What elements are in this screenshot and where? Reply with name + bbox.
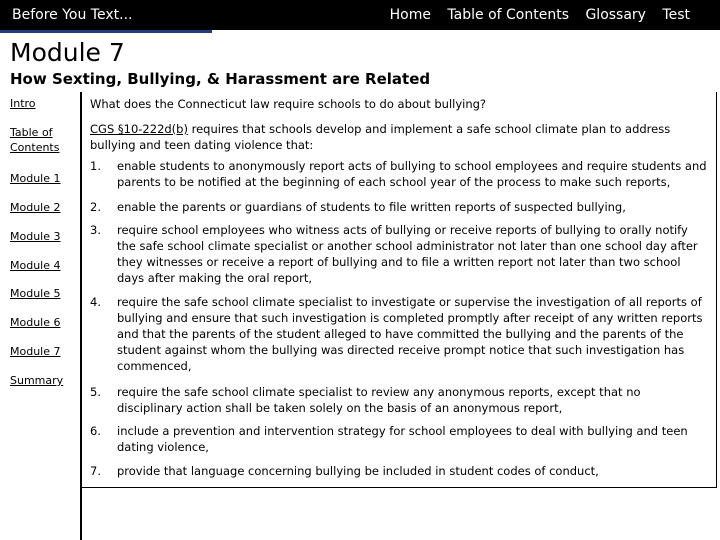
content-frame-right [716,92,717,488]
list-text: include a prevention and intervention strategy for school employees to deal with bullying and teen dating violence, [117,424,688,454]
list-number: 4. [90,295,101,309]
sidebar-item-module-6[interactable]: Module 6 [10,316,61,329]
list-text: require the safe school climate specialist to review any anonymous reports, except that no disciplinary action shall be taken solely on the basis of an anonymous report, [117,385,641,415]
list-number: 3. [90,223,101,237]
page-title: Module 7 [10,38,125,67]
list-number: 5. [90,385,101,399]
sidebar-item-module-5[interactable]: Module 5 [10,287,61,300]
list-number: 1. [90,159,101,173]
sidebar-item-module-2[interactable]: Module 2 [10,201,61,214]
list-text: enable the parents or guardians of students to file written reports of suspected bullying, [117,200,626,214]
list-number: 6. [90,424,101,438]
list-number: 2. [90,200,101,214]
sidebar-item-module-7[interactable]: Module 7 [10,345,61,358]
nav-glossary-link[interactable]: Glossary [585,7,646,23]
sidebar-item-table-of-contents[interactable]: Table of Contents [10,126,60,154]
top-bar [0,0,720,30]
intro-text: requires that schools develop and implement a safe school climate plan to address bullying and teen dating violence that: [90,122,671,152]
sidebar-item-module-3[interactable]: Module 3 [10,230,61,243]
sidebar-item-intro[interactable]: Intro [10,97,36,110]
list-text: provide that language concerning bullying be included in student codes of conduct, [117,464,599,478]
nav-home-link[interactable]: Home [389,7,431,23]
list-text: require school employees who witness acts of bullying or receive reports of bullying to orally notify the safe school climate specialist or another school administrator not later than one school day after they witnesses or receive a report of bullying and to file a written report not later than two school days after making the oral report, [117,223,698,285]
nav-table-of-contents-link[interactable]: Table of Contents [447,7,569,23]
list-text: enable students to anonymously report acts of bullying to school employees and require students and parents to be notified at the beginning of each school year of the process to make such reports, [117,159,707,189]
content-frame-bottom [80,487,717,488]
content-question: What does the Connecticut law require schools to do about bullying? [90,97,487,111]
content-intro [90,121,708,153]
sidebar-item-module-4[interactable]: Module 4 [10,259,61,272]
page-subtitle: How Sexting, Bullying, & Harassment are Related [10,70,431,88]
top-nav [378,7,690,23]
course-title: Before You Text... [12,7,133,23]
sidebar-divider [80,92,82,540]
nav-test-link[interactable]: Test [662,7,690,23]
list-number: 7. [90,464,101,478]
sidebar-item-summary[interactable]: Summary [10,374,64,387]
list-text: require the safe school climate specialist to investigate or supervise the investigation of all reports of bullying and ensure that such investigation is completed promptly after receipt of any written reports and that the parents of the student alleged to have committed the bullying and the parents of the student against whom the bullying was directed receive prompt notice that such investigation has commenced, [117,295,703,373]
sidebar-item-module-1[interactable]: Module 1 [10,172,61,185]
title-underline [0,30,212,33]
sidebar [0,92,80,540]
statute-link[interactable]: CGS §10-222d(b) [90,122,188,136]
